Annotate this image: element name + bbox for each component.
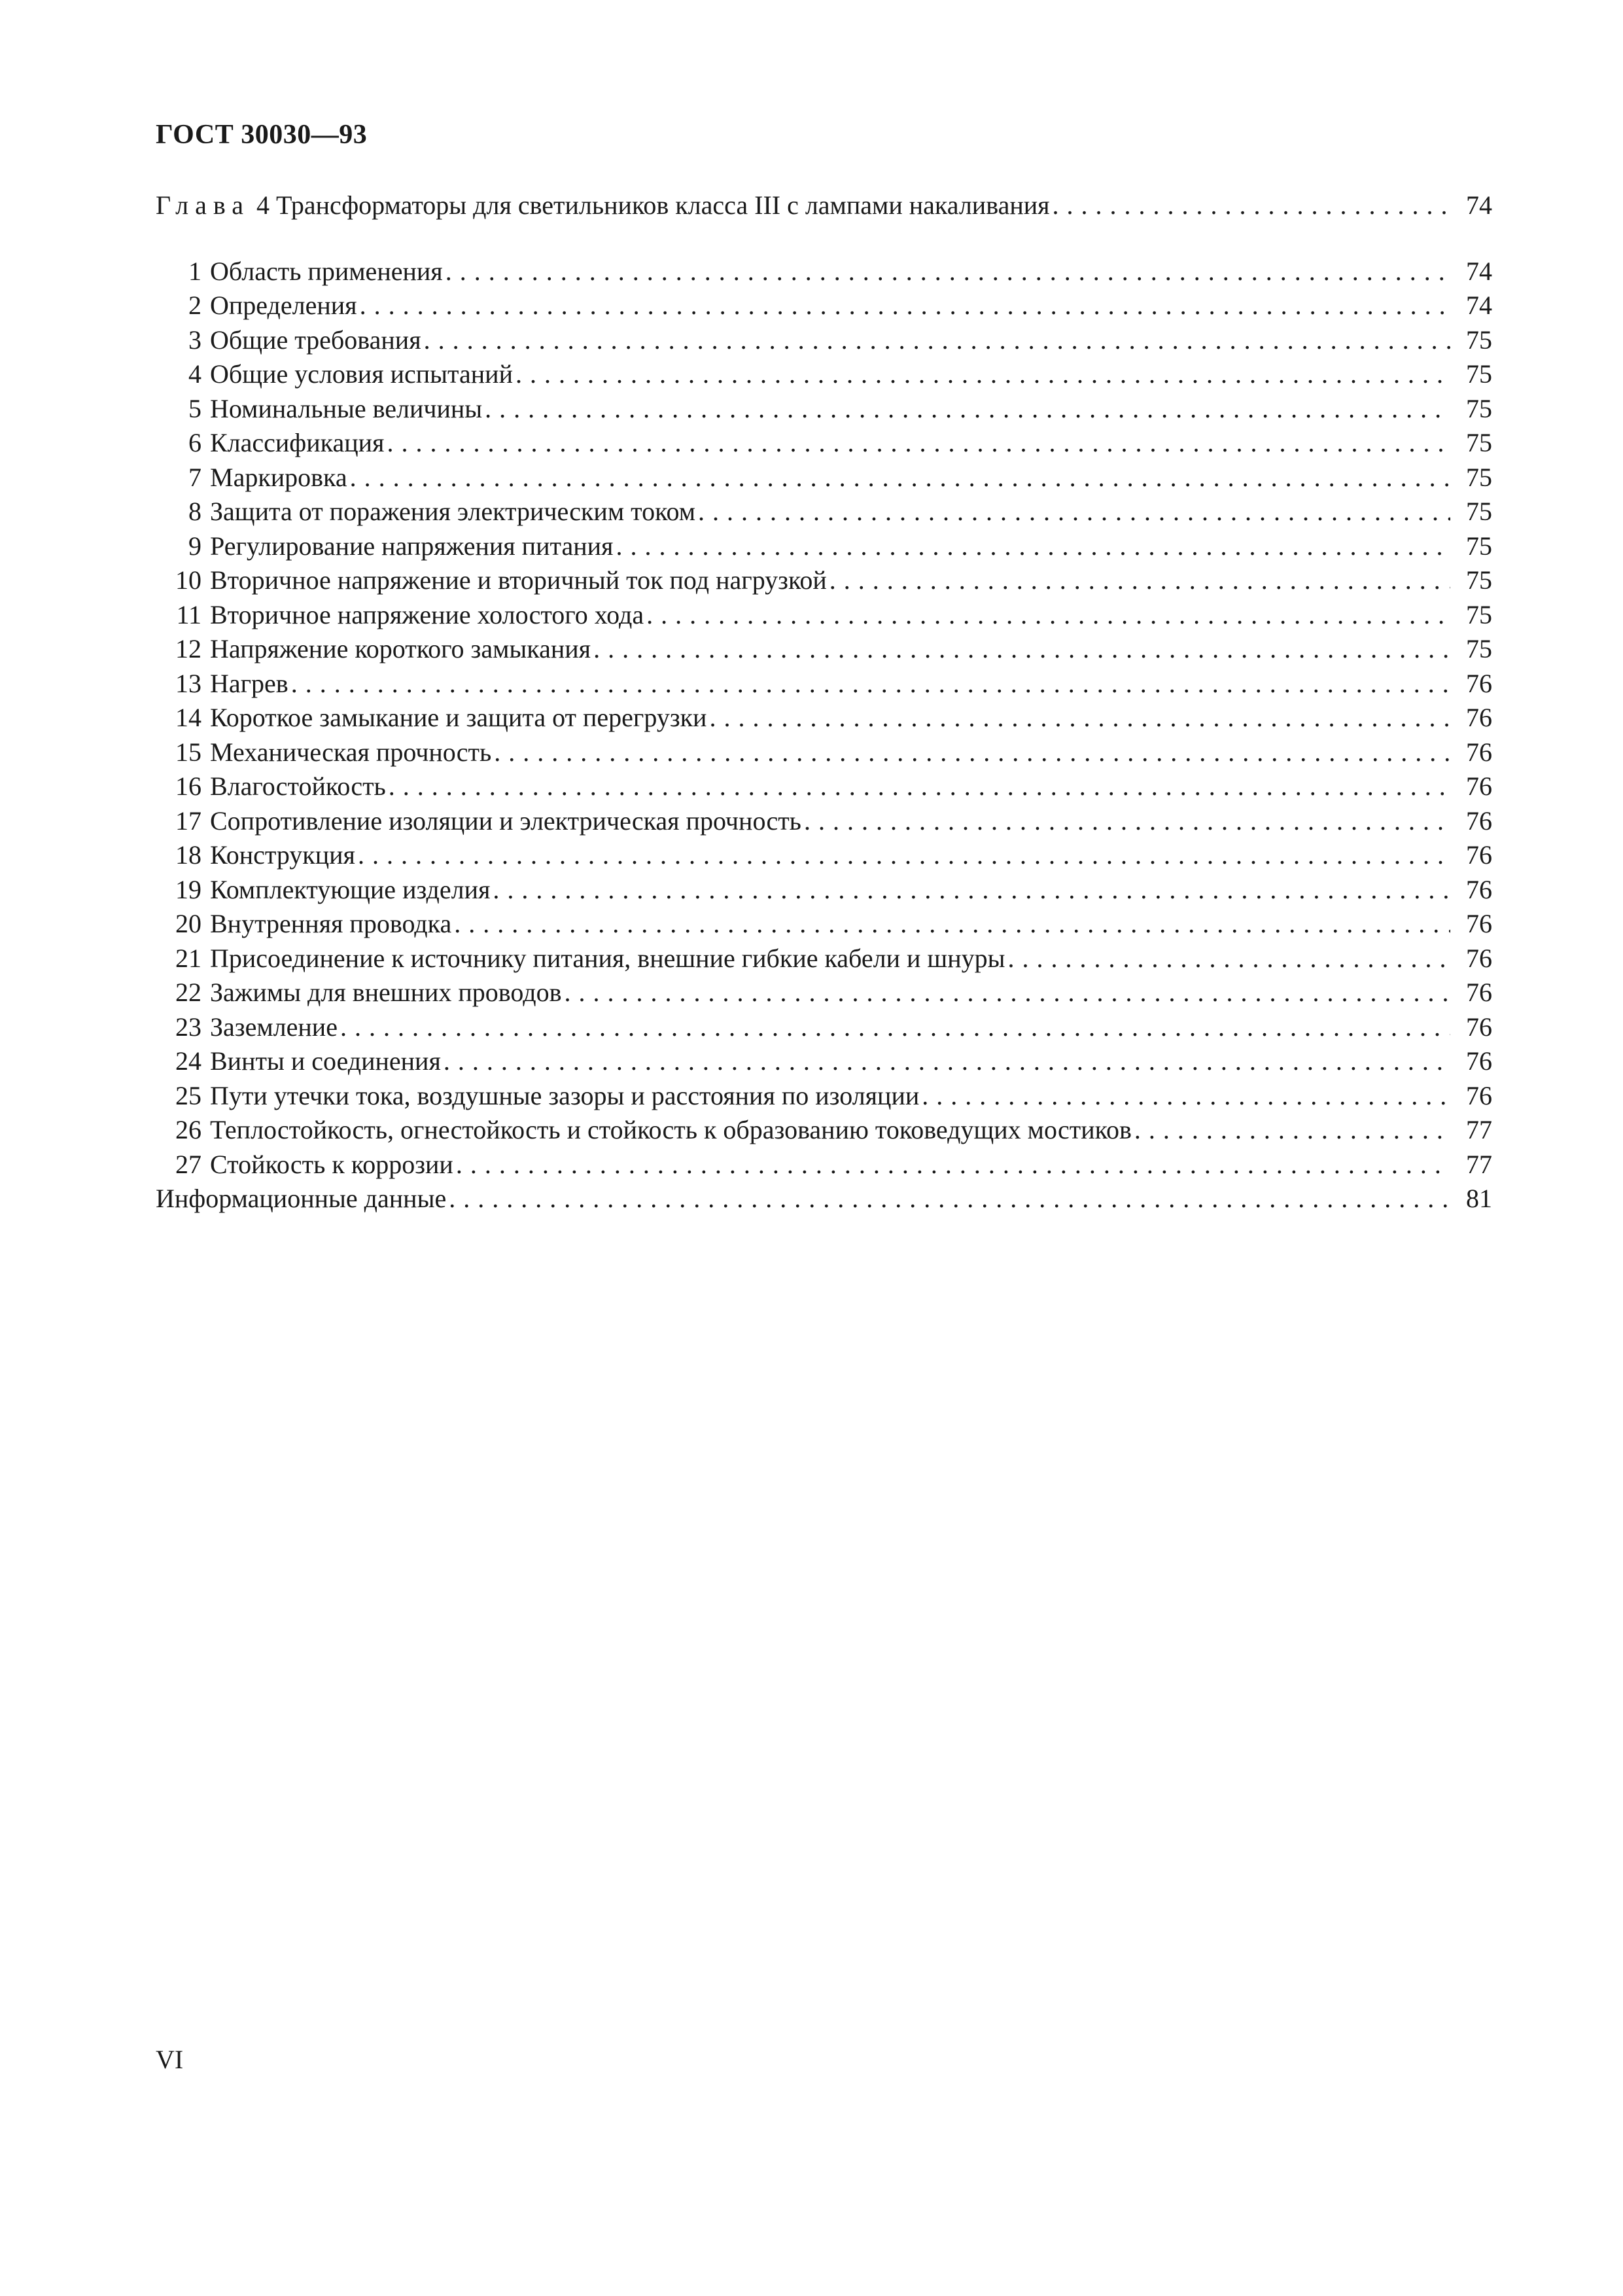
dot-leader bbox=[424, 323, 1450, 358]
toc-entry-page: 77 bbox=[1466, 1115, 1492, 1144]
toc-entry-number: 24 bbox=[175, 1046, 201, 1076]
toc-entry-page: 76 bbox=[1466, 668, 1492, 698]
toc-entry-title: Номинальные величины bbox=[210, 393, 483, 423]
toc-entry-page: 75 bbox=[1466, 634, 1492, 663]
toc-entry-row[interactable] bbox=[156, 563, 1492, 598]
toc-entry-title: Классификация bbox=[210, 428, 385, 457]
toc-entry-title: Теплостойкость, огнестойкость и стойкость к образованию токоведущих мостиков bbox=[210, 1115, 1132, 1144]
toc-chapter-title-group bbox=[156, 188, 1050, 223]
toc-entry-number: 2 bbox=[188, 291, 201, 320]
toc-entry-row[interactable] bbox=[156, 976, 1492, 1010]
toc-entry-row[interactable] bbox=[156, 804, 1492, 839]
toc-entry-title: Регулирование напряжения питания bbox=[210, 531, 614, 561]
toc-entry-page: 77 bbox=[1466, 1149, 1492, 1179]
toc-entry-number: 8 bbox=[188, 497, 201, 526]
toc-entry-title: Напряжение короткого замыкания bbox=[210, 634, 591, 663]
toc-entry-number: 20 bbox=[175, 909, 201, 938]
toc-entry-page: 75 bbox=[1466, 359, 1492, 389]
toc-entry-row[interactable] bbox=[156, 289, 1492, 323]
toc-entry-number: 12 bbox=[175, 634, 201, 663]
toc-entry-number: 4 bbox=[188, 359, 201, 389]
toc-entry-title: Короткое замыкание и защита от перегрузки bbox=[210, 703, 707, 732]
toc-entry-row[interactable] bbox=[156, 461, 1492, 495]
toc-entry-row[interactable] bbox=[156, 529, 1492, 564]
dot-leader bbox=[646, 598, 1450, 633]
toc-entry-row[interactable] bbox=[156, 1113, 1492, 1148]
dot-leader bbox=[515, 357, 1450, 392]
dot-leader bbox=[340, 1010, 1450, 1045]
chapter-page: 74 bbox=[1466, 190, 1492, 220]
toc-entry-row[interactable] bbox=[156, 323, 1492, 358]
toc-entry-number: 17 bbox=[175, 805, 201, 836]
page-number: VI bbox=[156, 2045, 184, 2074]
toc-entry-page: 76 bbox=[1466, 943, 1492, 973]
toc-entry-number: 14 bbox=[175, 703, 201, 732]
document-header: ГОСТ 30030—93 bbox=[156, 120, 368, 150]
toc-entry-title: Заземление bbox=[210, 1012, 338, 1042]
dot-leader bbox=[494, 735, 1450, 770]
toc-entry-page: 75 bbox=[1466, 428, 1492, 457]
toc-entry-number: 19 bbox=[175, 874, 201, 904]
dot-leader bbox=[454, 907, 1450, 942]
toc-entry-number: 23 bbox=[175, 1012, 201, 1042]
toc-entry-row[interactable] bbox=[156, 701, 1492, 735]
dot-leader bbox=[444, 1044, 1450, 1079]
dot-leader bbox=[387, 426, 1450, 461]
toc-entry-row[interactable] bbox=[156, 392, 1492, 427]
toc-entry-page: 75 bbox=[1466, 531, 1492, 561]
toc-entry-row[interactable] bbox=[156, 1010, 1492, 1045]
dot-leader bbox=[1134, 1113, 1450, 1148]
dot-leader bbox=[485, 392, 1450, 427]
toc-entry-page: 75 bbox=[1466, 393, 1492, 423]
chapter-title: Трансформаторы для светильников класса III с лампами накаливания bbox=[275, 190, 1050, 220]
dot-leader bbox=[350, 461, 1450, 495]
dot-leader bbox=[709, 701, 1450, 735]
dot-leader bbox=[698, 495, 1450, 529]
toc-entry-title: Определения bbox=[210, 291, 357, 320]
dot-leader bbox=[291, 667, 1450, 701]
toc-entry-title: Комплектующие изделия bbox=[210, 874, 491, 904]
info-title: Информационные данные bbox=[156, 1184, 447, 1213]
toc-entry-number: 26 bbox=[175, 1115, 201, 1144]
toc-entry-row[interactable] bbox=[156, 357, 1492, 392]
toc-entry-page: 76 bbox=[1466, 874, 1492, 904]
toc-entry-page: 75 bbox=[1466, 462, 1492, 492]
toc-entry-page: 76 bbox=[1466, 805, 1492, 836]
dot-leader bbox=[389, 769, 1450, 804]
dot-leader bbox=[360, 289, 1450, 323]
toc-entry-number: 27 bbox=[175, 1149, 201, 1179]
toc-entry-page: 76 bbox=[1466, 1080, 1492, 1110]
toc-entry-row[interactable] bbox=[156, 667, 1492, 701]
toc-entry-number: 9 bbox=[188, 531, 201, 561]
toc-entry-title: Вторичное напряжение и вторичный ток под нагрузкой bbox=[210, 565, 827, 595]
toc-entry-title: Присоединение к источнику питания, внешние гибкие кабели и шнуры bbox=[210, 943, 1005, 973]
toc-entry-number: 18 bbox=[175, 840, 201, 870]
toc-entry-row[interactable] bbox=[156, 735, 1492, 770]
toc-entry-number: 11 bbox=[176, 599, 201, 629]
toc-entry-title: Влагостойкость bbox=[210, 771, 386, 801]
dot-leader bbox=[456, 1148, 1450, 1182]
toc-entry-title: Винты и соединения bbox=[210, 1046, 441, 1076]
toc-entry-number: 25 bbox=[175, 1080, 201, 1110]
toc-entry-number: 21 bbox=[175, 943, 201, 973]
toc-entry-title: Защита от поражения электрическим током bbox=[210, 497, 696, 526]
toc-entry-title: Вторичное напряжение холостого хода bbox=[210, 599, 644, 629]
toc-entry-page: 76 bbox=[1466, 771, 1492, 801]
toc-entry-title: Область применения bbox=[210, 256, 443, 286]
toc-entries bbox=[156, 255, 1492, 1182]
dot-leader bbox=[804, 804, 1450, 839]
toc-entry-row[interactable] bbox=[156, 907, 1492, 942]
dot-leader bbox=[1008, 942, 1451, 976]
toc-chapter-row[interactable] bbox=[156, 188, 1492, 223]
toc-entry-title: Механическая прочность bbox=[210, 737, 492, 767]
toc-entry-row[interactable] bbox=[156, 942, 1492, 976]
toc-entry-page: 76 bbox=[1466, 1012, 1492, 1042]
toc-entry-number: 13 bbox=[175, 668, 201, 698]
toc-entry-number: 3 bbox=[188, 325, 201, 355]
dot-leader bbox=[445, 255, 1450, 289]
toc-entry-page: 74 bbox=[1466, 256, 1492, 286]
toc-entry-page: 76 bbox=[1466, 737, 1492, 767]
toc-entry-page: 75 bbox=[1466, 599, 1492, 629]
toc-entry-number: 22 bbox=[175, 978, 201, 1007]
toc-entry-title: Общие требования bbox=[210, 325, 421, 355]
toc-entry-number: 1 bbox=[188, 256, 201, 286]
toc-entry-page: 74 bbox=[1466, 291, 1492, 320]
toc-entry-title: Конструкция bbox=[210, 840, 355, 870]
toc-entry-row[interactable] bbox=[156, 495, 1492, 529]
toc-entry-page: 76 bbox=[1466, 703, 1492, 732]
toc-entry-row[interactable] bbox=[156, 1148, 1492, 1182]
toc-entry-number: 16 bbox=[175, 771, 201, 801]
toc-entry-title: Зажимы для внешних проводов bbox=[210, 978, 562, 1007]
toc-entry-page: 75 bbox=[1466, 565, 1492, 595]
toc-entry-page: 76 bbox=[1466, 909, 1492, 938]
toc-entry-title: Маркировка bbox=[210, 462, 347, 492]
toc-entry-number: 10 bbox=[175, 565, 201, 595]
chapter-number: 4 bbox=[256, 190, 270, 220]
toc-entry-row[interactable] bbox=[156, 426, 1492, 461]
toc-entry-title: Внутренняя проводка bbox=[210, 909, 452, 938]
dot-leader bbox=[922, 1079, 1450, 1114]
toc-entry-page: 75 bbox=[1466, 497, 1492, 526]
dot-leader bbox=[358, 838, 1450, 873]
table-of-contents bbox=[156, 188, 1492, 1216]
toc-entry-row[interactable] bbox=[156, 1044, 1492, 1079]
toc-entry-row[interactable] bbox=[156, 255, 1492, 289]
toc-entry-number: 7 bbox=[188, 462, 201, 492]
toc-info-row[interactable] bbox=[156, 1182, 1492, 1216]
dot-leader bbox=[449, 1182, 1450, 1216]
dot-leader bbox=[565, 976, 1451, 1010]
toc-entry-row[interactable] bbox=[156, 1079, 1492, 1114]
toc-entry-title: Нагрев bbox=[210, 668, 288, 698]
toc-entry-title: Пути утечки тока, воздушные зазоры и расстояния по изоляции bbox=[210, 1080, 920, 1110]
dot-leader bbox=[829, 563, 1450, 598]
toc-entry-row[interactable] bbox=[156, 632, 1492, 667]
dot-leader bbox=[1053, 188, 1450, 223]
info-page: 81 bbox=[1466, 1184, 1492, 1213]
toc-entry-page: 76 bbox=[1466, 840, 1492, 870]
dot-leader bbox=[593, 632, 1450, 667]
toc-entry-row[interactable] bbox=[156, 598, 1492, 633]
toc-entry-page: 75 bbox=[1466, 325, 1492, 355]
chapter-label: Глава bbox=[156, 190, 250, 220]
toc-entry-row[interactable] bbox=[156, 873, 1492, 908]
toc-entry-page: 76 bbox=[1466, 978, 1492, 1007]
toc-entry-row[interactable] bbox=[156, 769, 1492, 804]
toc-entry-title: Общие условия испытаний bbox=[210, 359, 513, 389]
toc-entry-page: 76 bbox=[1466, 1046, 1492, 1076]
toc-entry-number: 5 bbox=[188, 393, 201, 423]
dot-leader bbox=[493, 873, 1450, 908]
toc-entry-row[interactable] bbox=[156, 838, 1492, 873]
dot-leader bbox=[616, 529, 1450, 564]
toc-entry-number: 15 bbox=[175, 737, 201, 767]
toc-entry-number: 6 bbox=[188, 428, 201, 457]
toc-entry-title: Стойкость к коррозии bbox=[210, 1149, 453, 1179]
toc-entry-title: Сопротивление изоляции и электрическая прочность bbox=[210, 805, 801, 836]
